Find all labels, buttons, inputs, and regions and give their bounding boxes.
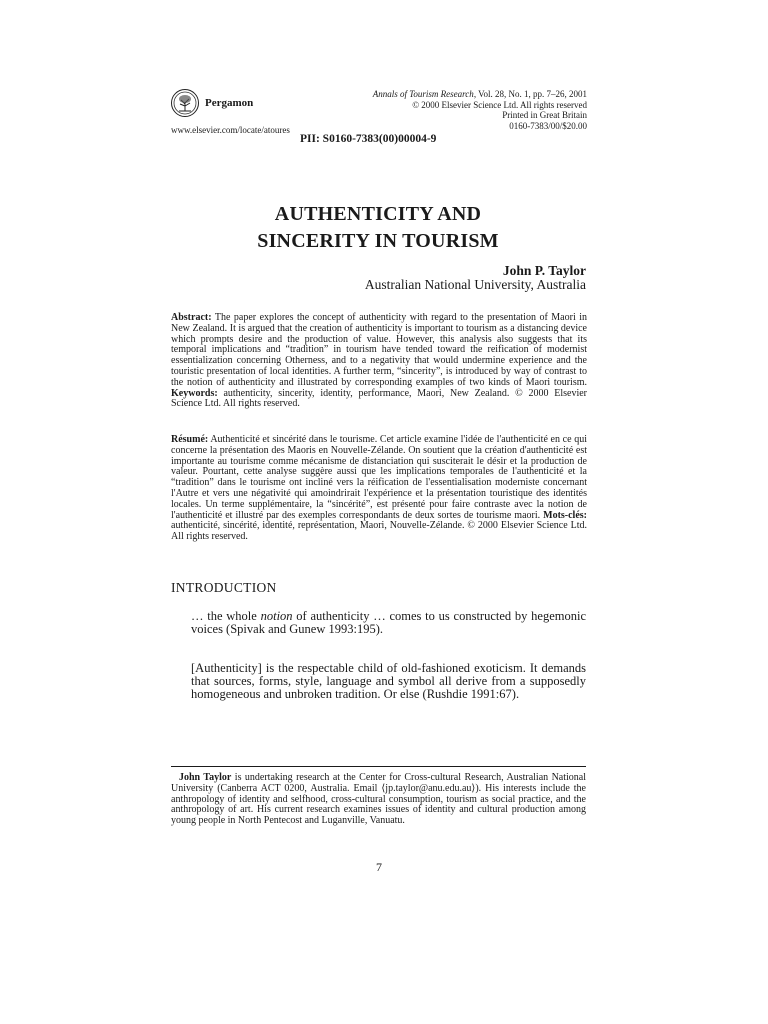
- footnote-author-name: John Taylor: [179, 772, 232, 783]
- title-line-2: SINCERITY IN TOURISM: [257, 230, 499, 252]
- footnote-divider: [171, 766, 586, 767]
- pii-identifier: PII: S0160-7383(00)00004-9: [300, 133, 437, 145]
- mots-cles-label: Mots-clés:: [543, 509, 587, 521]
- publisher-logo: [171, 89, 253, 117]
- keywords-label: Keywords:: [171, 387, 218, 399]
- publisher-name: Pergamon: [205, 97, 254, 109]
- author-affiliation: Australian National University, Australia: [364, 277, 586, 292]
- printed-line: Printed in Great Britain: [502, 110, 587, 120]
- elsevier-tree-logo-icon: [171, 89, 199, 117]
- quote1-emphasis: notion: [260, 609, 293, 623]
- journal-name: Annals of Tourism Research: [372, 89, 474, 99]
- journal-url[interactable]: www.elsevier.com/locate/atoures: [171, 125, 290, 135]
- journal-citation: [327, 89, 587, 100]
- mots-cles-text: authenticité, sincérité, identité, représentation, Maori, Nouvelle-Zélande. © 2000 Elsevier Science Ltd. All rights reserved.: [171, 520, 587, 543]
- abstract: [171, 313, 587, 410]
- title-line-1: AUTHENTICITY AND: [274, 203, 482, 225]
- page-number: 7: [376, 860, 382, 874]
- keywords-text: authenticity, sincerity, identity, performance, Maori, New Zealand. © 2000 Elsevier Science Ltd. All rights reserved.: [171, 387, 587, 410]
- journal-info: [327, 89, 587, 131]
- epigraph-quote-2: [Authenticity] is the respectable child of old-fashioned exoticism. It demands that sources, forms, style, language and symbol all derive from a supposedly homogeneous and unbroken tradition. Or else (Rushdie 1991:67).: [191, 661, 586, 701]
- copyright-line: © 2000 Elsevier Science Ltd. All rights reserved: [412, 99, 587, 110]
- price-line: 0160-7383/00/$20.00: [509, 120, 587, 131]
- resume-text: Authenticité et sincérité dans le tourisme. Cet article examine l'idée de l'authenticité en ce qui concerne la présentation des Maoris en Nouvelle-Zélande. On soutient que la création d'authenticité est importante au tourisme comme mécanisme de distanciation qui susciterait le désir et la production de valeur. Pourtant, cette analyse suggère aussi que les implications temporales de l'authenticité et la “tradition” dans le tourisme ont incliné vers la réification de l'essentialisation moderniste concernant l'Autre et vers une négativité qui amoindrirait l'expérience et la présentation touristique des identités locales. Un terme supplémentaire, la “sincérité”, est présenté pour faire contraste avec la notion de l'authenticité et illustré par des exemples correspondants de deux sortes de tourisme maori.: [171, 434, 587, 521]
- resume: [171, 435, 587, 543]
- article-title: [170, 201, 586, 255]
- author-name: John P. Taylor: [502, 263, 586, 278]
- quote1-part-b: of authenticity … comes to us constructed by hegemonic voices (Spivak and Gunew 1993:195).: [191, 609, 586, 636]
- author-footnote: [171, 773, 586, 827]
- abstract-label: Abstract:: [171, 312, 212, 323]
- abstract-text: The paper explores the concept of authenticity with regard to the presentation of Maori in New Zealand. It is argued that the creation of authenticity is important to tourism as a distancing device which prompts desire and the production of value. However, this analysis also suggests that its temporal implications and “tradition” in tourism have tended toward the reification of modernist essentialization concerning Otherness, and to a negativity that would undermine experience and the touristic presentation of local identities. A further term, “sincerity”, is introduced by way of contrast to the notion of authenticity and illustrated by corresponding examples of two kinds of Maori tourism.: [171, 312, 587, 388]
- epigraph-quote-1: [191, 610, 586, 636]
- journal-details: , Vol. 28, No. 1, pp. 7–26, 2001: [473, 89, 587, 99]
- section-heading-introduction: INTRODUCTION: [171, 580, 277, 595]
- resume-label: Résumé:: [171, 434, 209, 445]
- footnote-text: is undertaking research at the Center for Cross-cultural Research, Australian National University (Canberra ACT 0200, Australia. Email ⟨jp.taylor@anu.edu.au⟩). His interests include the anthropology of identity and selfhood, cross-cultural consumption, tourism as social practice, and the anthropology of art. His current research examines issues of identity and cultural production among young people in North Pentecost and Luganville, Vanuatu.: [171, 772, 586, 827]
- quote1-part-a: … the whole: [191, 609, 261, 623]
